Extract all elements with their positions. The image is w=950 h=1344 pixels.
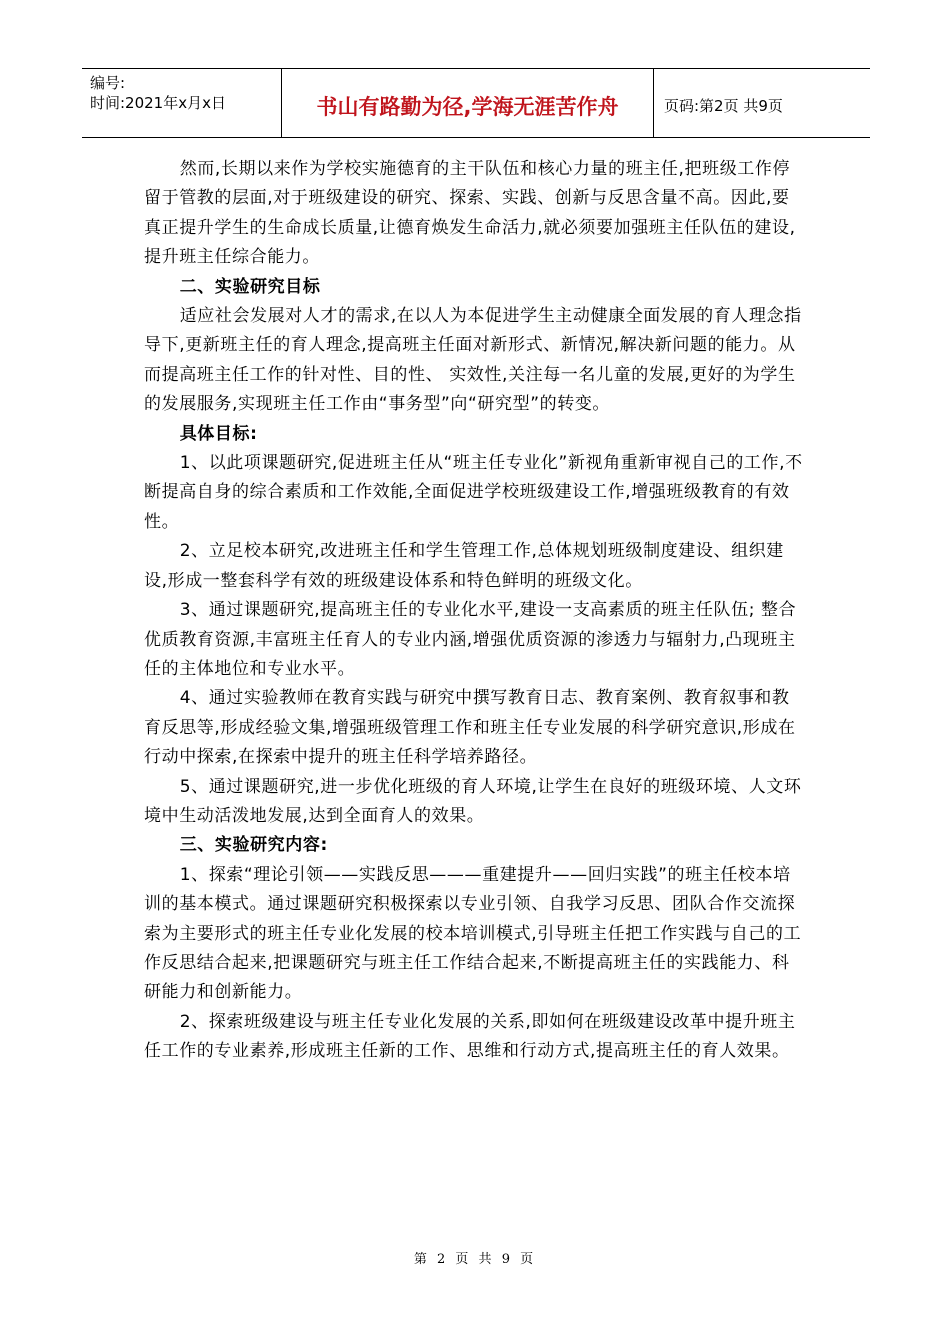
document-body (144, 155, 804, 1067)
section-heading-content: 三、实验研究内容: (179, 835, 328, 856)
goal-item-3: 3、通过课题研究,提高班主任的专业化水平,建设一支高素质的班主任队伍; 整合优质教育资源,丰富班主任育人的专业内涵,增强优质资源的渗透力与辐射力,凸现班主任的主体地位和专业水平。 (144, 600, 797, 679)
goal-item-5: 5、通过课题研究,进一步优化班级的育人环境,让学生在良好的班级环境、人文环境中生动活泼地发展,达到全面育人的效果。 (144, 776, 802, 826)
goal-item-1: 1、以此项课题研究,促进班主任从“班主任专业化”新视角重新审视自己的工作,不断提高自身的综合素质和工作效能,全面促进学校班级建设工作,增强班级教育的有效性。 (144, 453, 803, 532)
subheading-specific-goals: 具体目标: (179, 423, 258, 444)
page-header (82, 68, 870, 138)
goal-item-2: 2、立足校本研究,改进班主任和学生管理工作,总体规划班级制度建设、组织建设,形成一整套科学有效的班级建设体系和特色鲜明的班级文化。 (144, 541, 784, 591)
number-label: 编号: (90, 74, 126, 92)
header-meta (82, 69, 282, 137)
content-item-1: 1、探索“理论引领——实践反思———重建提升——回归实践”的班主任校本培训的基本模式。通过课题研究积极探索以专业引领、自我学习反思、团队合作交流探索为主要形式的班主任专业化发展的校本培训模式,引导班主任把工作实践与自己的工作反思结合起来,把课题研究与班主任工作结合起来,不断提高班主任的实践能力、科研能力和创新能力。 (144, 864, 802, 1003)
header-motto: 书山有路勤为径,学海无涯苦作舟 (282, 69, 654, 137)
content-item-2: 2、探索班级建设与班主任专业化发展的关系,即如何在班级建设改革中提升班主任工作的专业素养,形成班主任新的工作、思维和行动方式,提高班主任的育人效果。 (144, 1011, 796, 1062)
section-heading-goals: 二、实验研究目标 (179, 276, 321, 297)
header-page-info: 页码:第2页 共9页 (664, 96, 783, 115)
paragraph-goals: 适应社会发展对人才的需求,在以人为本促进学生主动健康全面发展的育人理念指导下,更新班主任的育人理念,提高班主任面对新形式、新情况,解决新问题的能力。从而提高班主任工作的针对性、目的性、 实效性,关注每一名儿童的发展,更好的为学生的发展服务,实现班主任工作由“事务型”向“研究型”的转变。 (144, 306, 802, 415)
goal-item-4: 4、通过实验教师在教育实践与研究中撰写教育日志、教育案例、教育叙事和教育反思等,形成经验文集,增强班级管理工作和班主任专业发展的科学研究意识,形成在行动中探索,在探索中提升的班主任科学培养路径。 (144, 688, 796, 768)
paragraph-intro: 然而,长期以来作为学校实施德育的主干队伍和核心力量的班主任,把班级工作停留于管教的层面,对于班级建设的研究、探索、实践、创新与反思含量不高。因此,要真正提升学生的生命成长质量,让德育焕发生命活力,就必须要加强班主任队伍的建设,提升班主任综合能力。 (144, 159, 796, 268)
page-footer: 第 2 页 共 9 页 (413, 1252, 537, 1267)
date-label: 时间:2021年x月x日 (90, 94, 226, 112)
